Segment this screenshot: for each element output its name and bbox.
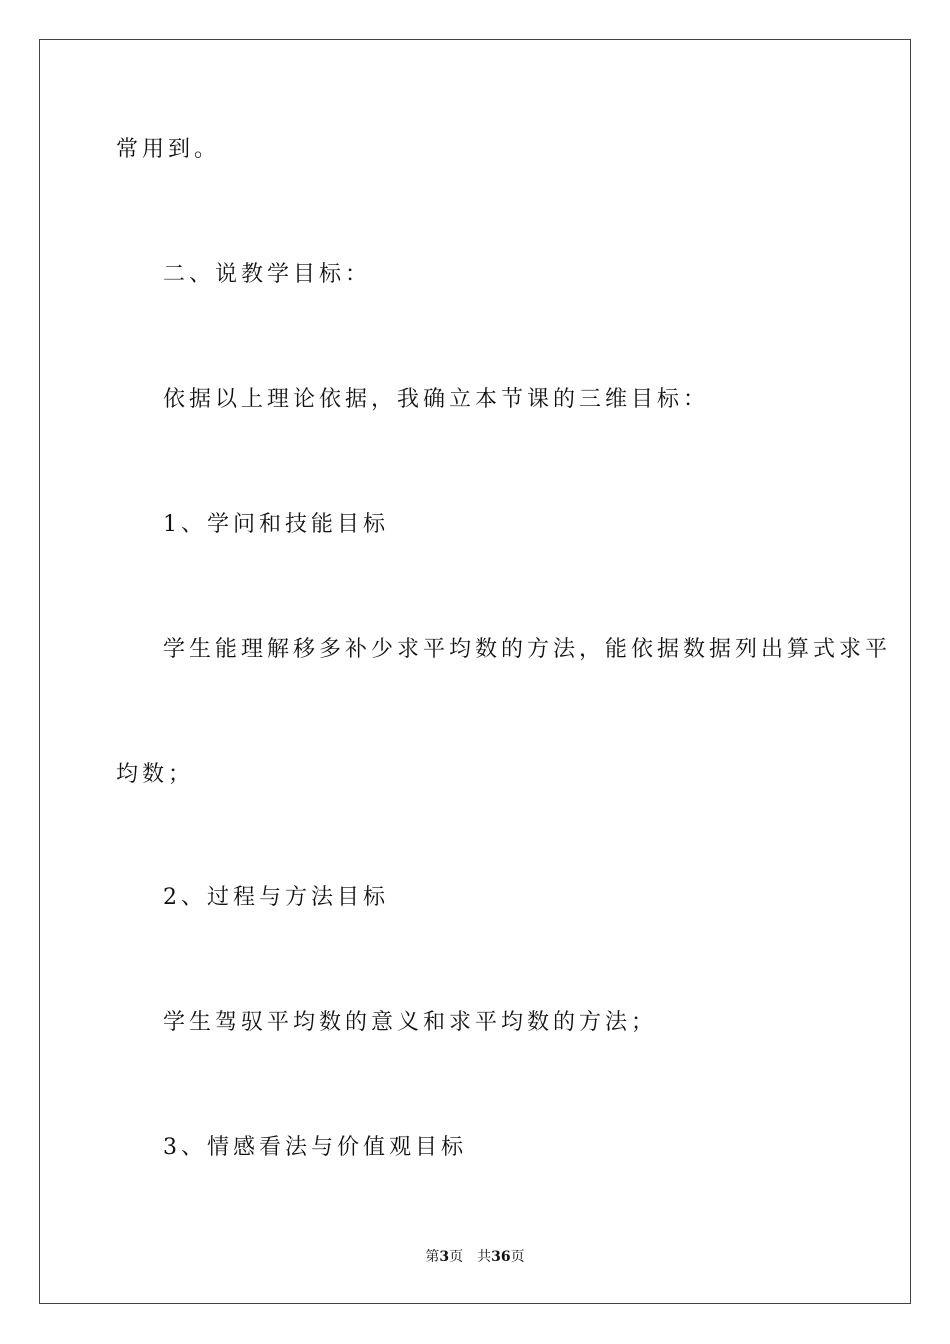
- paragraph-line: 学生能理解移多补少求平均数的方法，能依据数据列出算式求平: [163, 637, 892, 662]
- subsection-heading: 1、学问和技能目标: [163, 512, 389, 537]
- page-suffix: 页: [449, 1249, 464, 1265]
- page-footer: [0, 1247, 950, 1267]
- page-number: 3: [439, 1249, 450, 1265]
- paragraph-line: 常用到。: [116, 137, 221, 162]
- section-heading: 二、说教学目标：: [163, 262, 372, 287]
- paragraph-line: 依据以上理论依据，我确立本节课的三维目标：: [163, 387, 710, 412]
- page-border: [39, 39, 911, 1304]
- total-pages: 36: [491, 1249, 511, 1265]
- total-suffix: 页: [510, 1249, 525, 1265]
- paragraph-line: 均数；: [116, 762, 195, 787]
- subsection-heading: 2、过程与方法目标: [163, 885, 389, 910]
- subsection-heading: 3、情感看法与价值观目标: [163, 1135, 467, 1160]
- page-prefix: 第: [425, 1249, 440, 1265]
- paragraph-line: 学生驾驭平均数的意义和求平均数的方法；: [163, 1010, 658, 1035]
- total-prefix: 共: [477, 1249, 492, 1265]
